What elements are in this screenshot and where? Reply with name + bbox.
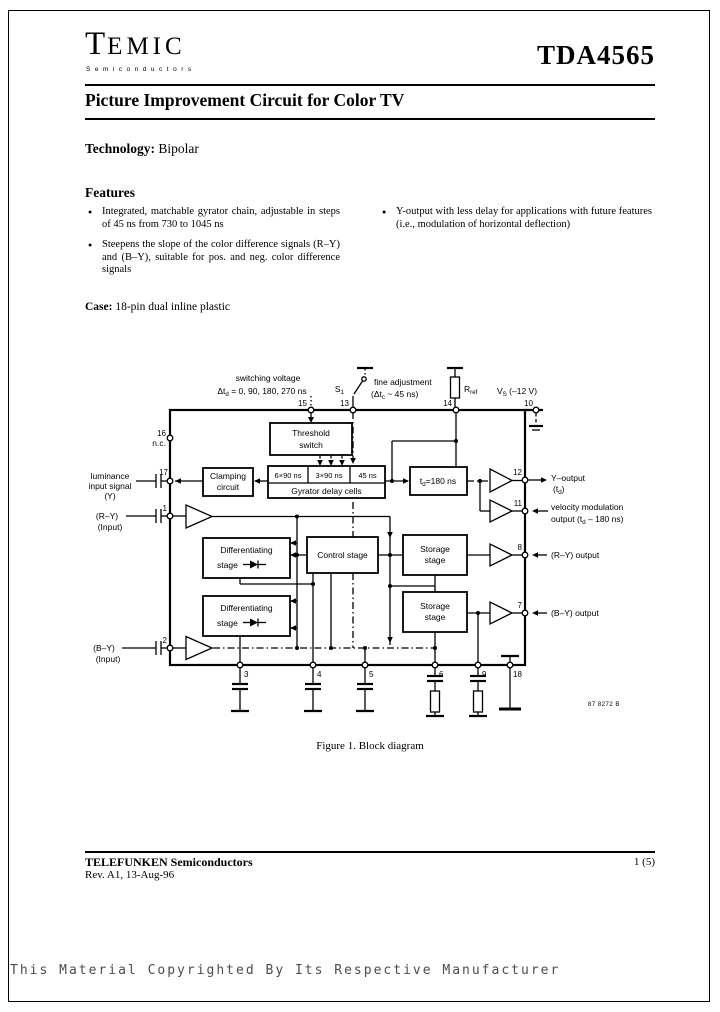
luminance-input-label: luminance xyxy=(90,471,130,481)
pin-number-8: 8 xyxy=(517,543,522,552)
brand-initial: T xyxy=(85,26,108,62)
gyrator-cell-label: 3×90 ns xyxy=(315,471,343,480)
pin-number-9: 9 xyxy=(482,670,487,679)
nc-label: n.c. xyxy=(152,438,166,448)
supply-voltage-label: $V_S$ (–12 V) xyxy=(497,386,538,398)
pin-number-5: 5 xyxy=(369,670,374,679)
switching-voltage-values: $\Delta t_d = 0$, 90, 180, 270 ns xyxy=(217,386,307,398)
pin-number-6: 6 xyxy=(439,670,444,679)
by-input-label: (Input) xyxy=(95,654,121,664)
pin-number-1: 1 xyxy=(162,504,167,513)
pin-number-13: 13 xyxy=(340,399,349,408)
ry-input-amplifier xyxy=(186,505,212,528)
figure-caption: Figure 1. Block diagram xyxy=(316,740,424,752)
velocity-output-label: velocity modulation xyxy=(551,502,624,512)
pin-number-12: 12 xyxy=(513,468,522,477)
storage-stage-label: stage xyxy=(424,555,446,565)
feature-item: ● Integrated, matchable gyrator chain, adjustable in steps of 45 ns from 730 to 1045 ns xyxy=(88,206,340,231)
page-title: Picture Improvement Circuit for Color TV xyxy=(85,90,405,110)
brand-logo xyxy=(85,28,186,61)
case-label: Case: xyxy=(85,301,113,313)
technology-value: Bipolar xyxy=(155,141,199,156)
differentiating-stage-label: stage xyxy=(217,618,238,628)
pin-number-14: 14 xyxy=(443,399,452,408)
technology-label: Technology: xyxy=(85,141,156,156)
brand-rest: EMIC xyxy=(107,33,186,60)
technology-line xyxy=(85,141,199,157)
by-output-buffer xyxy=(490,602,512,624)
footer-revision: Rev. A1, 13-Aug-96 xyxy=(85,869,175,881)
ry-output-buffer xyxy=(490,544,512,566)
pin-number-18: 18 xyxy=(513,670,522,679)
by-input-amplifier xyxy=(186,637,212,660)
pin-number-17: 17 xyxy=(159,468,168,477)
case-line xyxy=(85,301,230,313)
part-number: TDA4565 xyxy=(536,40,655,70)
differentiating-stage-label: stage xyxy=(217,560,238,570)
pin-number-7: 7 xyxy=(517,601,522,610)
velocity-output-label: output ($t_d - 180$ ns) xyxy=(551,514,624,526)
storage-stage-label: stage xyxy=(424,612,446,622)
y-output-buffer xyxy=(490,469,512,492)
pin-number-11: 11 xyxy=(513,499,522,508)
fine-adjustment-label: fine adjustment xyxy=(374,377,432,387)
ry-input-label: (Input) xyxy=(97,522,123,532)
ry-input-label: (R–Y) xyxy=(95,511,119,521)
footer-rule xyxy=(85,851,655,853)
s1-switch-label: $S_1$ xyxy=(334,384,344,396)
gyrator-cell-label: 6×90 ns xyxy=(274,471,302,480)
pin-number-4: 4 xyxy=(317,670,322,679)
feature-item: ● Y-output with less delay for applications with future features (i.e., modulation of horizontal deflection) xyxy=(382,206,652,231)
by-input-label: (B–Y) xyxy=(93,643,115,653)
header-rule-top xyxy=(85,84,655,86)
threshold-switch-label: Threshold xyxy=(292,428,330,438)
differentiating-stage-label: Differentiating xyxy=(220,603,273,613)
clamping-circuit-label: circuit xyxy=(216,482,240,492)
delay-180ns-label: $t_d=180$ ns xyxy=(419,476,457,488)
luminance-input-label: (Y) xyxy=(104,491,116,501)
case-value: 18-pin dual inline plastic xyxy=(112,301,231,313)
copyright-watermark: This Material Copyrighted By Its Respective Manufacturer xyxy=(10,963,561,978)
features-right-column xyxy=(382,206,652,239)
rref-label: $R_{ref}$ xyxy=(464,384,478,396)
gyrator-caption: Gyrator delay cells xyxy=(291,486,362,496)
features-heading: Features xyxy=(85,185,135,200)
differentiating-stage-2-block xyxy=(203,596,290,636)
gyrator-cell-label: 45 ns xyxy=(358,471,377,480)
control-stage-label: Control stage xyxy=(317,550,368,560)
y-output-delay-label: $(t_d)$ xyxy=(553,484,565,496)
pin-number-15: 15 xyxy=(298,399,307,408)
velocity-output-buffer xyxy=(490,500,512,522)
pin-number-3: 3 xyxy=(244,670,249,679)
pin-number-16: 16 xyxy=(157,429,166,438)
clamping-circuit-label: Clamping xyxy=(210,471,246,481)
threshold-switch-label: switch xyxy=(299,440,323,450)
differentiating-stage-label: Differentiating xyxy=(220,545,273,555)
feature-item: ● Steepens the slope of the color difference signals (R–Y) and (B–Y), suitable for pos. and neg. color difference signals xyxy=(88,239,340,277)
switching-voltage-label: switching voltage xyxy=(235,373,301,383)
storage-stage-label: Storage xyxy=(420,601,450,611)
y-output-label: Y–output xyxy=(551,473,586,483)
footer-page-number: 1 (5) xyxy=(633,856,655,868)
header-rule-bottom xyxy=(85,118,655,120)
differentiating-stage-1-block xyxy=(203,538,290,578)
ry-output-label: (R–Y) output xyxy=(551,550,600,560)
pin-number-10: 10 xyxy=(524,399,533,408)
by-output-label: (B–Y) output xyxy=(551,608,599,618)
block-diagram xyxy=(75,355,665,760)
features-left-column xyxy=(88,206,340,285)
storage-stage-label: Storage xyxy=(420,544,450,554)
luminance-input-label: input signal xyxy=(88,481,132,491)
brand-subtitle: Semiconductors xyxy=(86,66,196,73)
drawing-number: 87 8272 B xyxy=(588,702,620,708)
pin-number-2: 2 xyxy=(162,636,167,645)
fine-adjustment-value: ($\Delta t_c$ ~ 45 ns) xyxy=(371,389,419,401)
footer-company: TELEFUNKEN Semiconductors xyxy=(85,855,253,869)
